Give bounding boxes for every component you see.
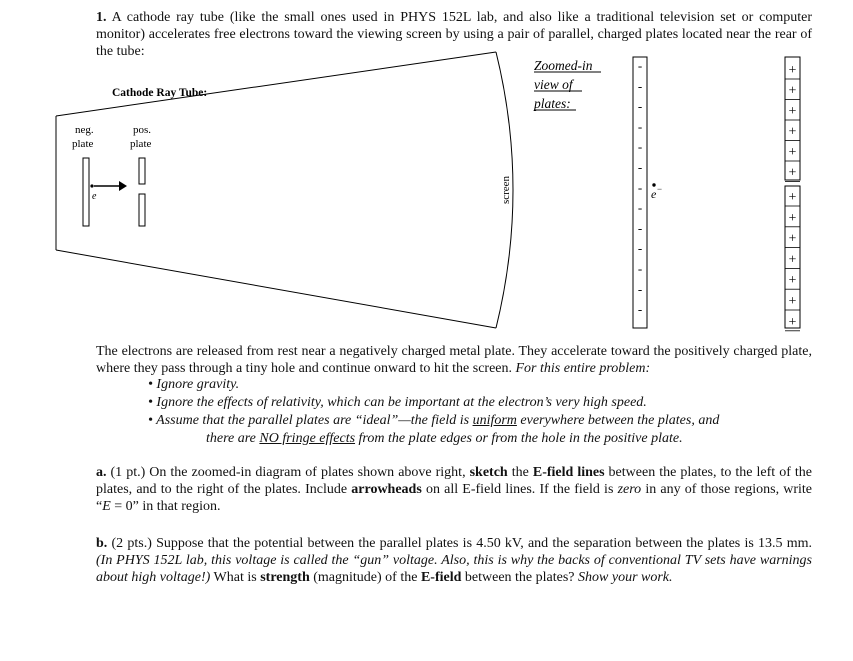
bullet-4-fringe: NO fringe effects — [259, 431, 356, 446]
pos-plate-label: pos. — [133, 124, 152, 136]
electron-dot — [90, 184, 93, 187]
problem-intro-text: A cathode ray tube (like the small ones used in PHYS 152L lab, and also like a traditional television set or computer monitor) accelerates free electrons toward the viewing screen by using a pair of parallel, charged plates located near the rear of the tube: — [96, 10, 812, 59]
plus-sign: + — [788, 145, 797, 160]
bullet-4-a: there are — [206, 431, 260, 446]
zoom-label-2: view of — [534, 77, 573, 92]
part-a-text-2: between the plates, to the left of the plates, and to the right of the plates. Include — [96, 465, 812, 497]
part-b-italic-show-work: Show your work. — [578, 570, 673, 585]
part-a — [96, 464, 812, 515]
bullet-4-b: from the plate edges or from the hole in the positive plate. — [355, 431, 683, 446]
pos-plate-upper — [139, 158, 145, 184]
minus-sign: - — [637, 281, 643, 297]
zoom-label-3: plates: — [534, 96, 571, 111]
bullet-3-uniform: uniform — [472, 413, 517, 428]
part-a-label: a. — [96, 465, 107, 480]
plus-sign: + — [788, 231, 797, 247]
plus-sign: + — [788, 190, 797, 205]
minus-sign: - — [637, 58, 643, 73]
zoom-electron-label: e — [651, 187, 657, 201]
bullet-ignore-gravity: • Ignore gravity. — [148, 377, 240, 392]
minus-sign: - — [637, 139, 643, 155]
part-b-italic-note: (In PHYS 152L lab, this voltage is called the “gun” voltage. Also, this is why the backs of conventional TV sets have warnings about high voltage!) — [96, 553, 812, 585]
minus-sign: - — [637, 261, 643, 276]
neg-plate-label-2: plate — [72, 138, 94, 150]
part-a-italic-e: E — [102, 499, 111, 514]
part-a-bold-arrowheads: arrowheads — [351, 482, 422, 497]
part-b-bold-strength: strength — [260, 570, 310, 585]
zoom-electron-sign: − — [657, 184, 663, 194]
bullet-3-a: • Assume that the parallel plates are “ideal”—the field is — [148, 413, 473, 428]
bullet-3-b: everywhere between the plates, and — [516, 413, 720, 428]
plus-sign: + — [788, 83, 797, 99]
bullet-ignore-relativity: • Ignore the effects of relativity, which can be important at the electron’s very high speed. — [148, 395, 647, 410]
part-a-text-0: (1 pt.) On the zoomed-in diagram of plates shown above right, — [106, 465, 470, 480]
part-b-text-3: (magnitude) of the — [309, 570, 421, 585]
minus-sign: - — [637, 78, 643, 94]
description — [96, 343, 812, 377]
plus-sign: + — [788, 124, 797, 140]
plus-sign: + — [788, 63, 797, 78]
minus-sign: - — [637, 98, 643, 114]
screen-label: screen — [500, 175, 512, 205]
pos-plate-lower — [139, 194, 145, 226]
plus-sign: + — [788, 314, 797, 330]
plus-sign: + — [788, 165, 797, 181]
minus-sign: - — [637, 200, 643, 216]
part-b-text-1: (2 pts.) Suppose that the potential between the parallel plates is 4.50 kV, and the separation between the plates is 13.5 mm. — [107, 536, 812, 551]
part-a-italic-zero: zero — [617, 482, 642, 497]
part-b — [96, 535, 812, 586]
plus-sign: + — [788, 294, 797, 309]
part-b-text-4: between the plates? — [461, 570, 579, 585]
minus-sign: - — [637, 179, 643, 195]
neg-plate — [83, 158, 89, 226]
minus-sign: - — [637, 301, 643, 317]
description-emphasis: For this entire problem: — [515, 361, 651, 376]
electron-label: e — [92, 191, 97, 202]
part-b-text-2: What is — [210, 570, 261, 585]
part-b-bold-efield: E-field — [420, 570, 462, 585]
part-a-text-3: on all E-field lines. If the field is — [421, 482, 618, 497]
part-b-label: b. — [96, 536, 108, 551]
minus-sign: - — [637, 240, 643, 256]
plus-sign: + — [788, 104, 797, 119]
pos-plate-label-2: plate — [130, 138, 152, 150]
minus-sign: - — [637, 118, 643, 134]
plus-sign: + — [788, 210, 797, 226]
minus-sign: - — [637, 220, 643, 236]
plus-sign: + — [788, 252, 797, 268]
neg-plate-label: neg. — [75, 124, 94, 136]
part-a-bold-sketch: sketch — [469, 465, 508, 480]
electron-arrowhead — [119, 181, 127, 191]
description-text: The electrons are released from rest near a negatively charged metal plate. They accelerate toward the positively charged plate, where they pass through a tiny hole and continue onward to hit the screen. — [96, 344, 812, 376]
plus-sign: + — [788, 273, 797, 289]
minus-sign: - — [637, 159, 643, 175]
problem-number: 1. — [96, 10, 107, 25]
part-a-bold-efield-lines: E-field lines — [532, 465, 605, 480]
zoom-label: Zoomed-in — [534, 58, 593, 73]
crt-label: Cathode Ray Tube: — [112, 87, 208, 99]
part-a-text-4: in any of those regions, write “ — [96, 482, 812, 514]
bullet-fringe-effects — [206, 430, 683, 447]
bullet-ideal-plates — [148, 412, 719, 429]
part-a-text-1: the — [507, 465, 533, 480]
part-a-text-5: = 0” in that region. — [110, 499, 221, 514]
